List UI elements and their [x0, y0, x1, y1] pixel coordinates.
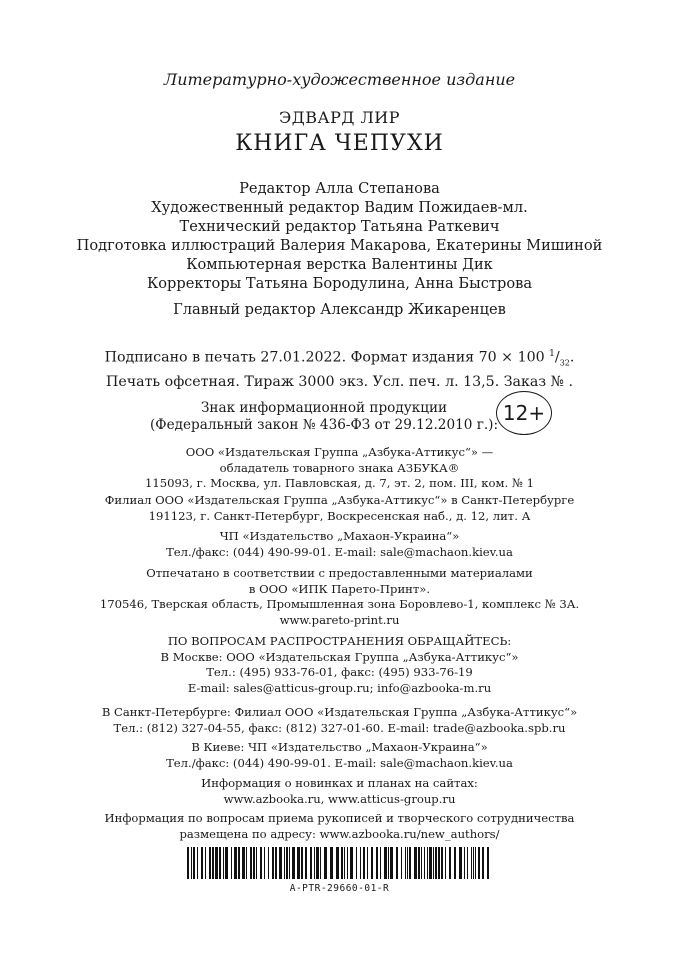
book-title: КНИГА ЧЕПУХИ — [235, 131, 444, 156]
printed-line: www.pareto-print.ru — [279, 612, 400, 627]
barcode-bar — [467, 847, 468, 879]
distribution-spb-block — [0, 705, 679, 736]
barcode-bar — [256, 847, 257, 879]
author-name: ЭДВАРД ЛИР — [278, 108, 401, 127]
distribution-line: Тел.: (812) 327-04-55, факс: (812) 327-01-60. E-mail: trade@azbooka.spb.ru — [113, 720, 566, 735]
barcode-bar — [205, 847, 206, 879]
credit-line: Компьютерная верстка Валентины Дик — [186, 256, 493, 273]
barcode-bar — [473, 847, 474, 879]
barcode-bar — [418, 847, 420, 879]
barcode-bar — [414, 847, 417, 879]
barcode-bar — [187, 847, 189, 879]
barcode-bar — [238, 847, 240, 879]
manuscripts-line: Информация по вопросам приема рукописей и творческого сотрудничества — [104, 811, 575, 825]
print-info-line2: Печать офсетная. Тираж 3000 экз. Усл. печ. л. 13,5. Заказ № . — [105, 373, 574, 390]
barcode-bar — [301, 847, 303, 879]
barcode-bar — [363, 847, 365, 879]
barcode-bar — [260, 847, 262, 879]
barcode-bar — [272, 847, 274, 879]
sign-line2: (Федеральный закон № 436-ФЗ от 29.12.2010 г.): — [150, 417, 499, 433]
barcode-bar — [438, 847, 440, 879]
distribution-line: Тел.: (495) 933-76-01, факс: (495) 933-76-19 — [206, 665, 473, 679]
barcode-bar — [464, 847, 465, 879]
websites-line: www.azbooka.ru, www.atticus-group.ru — [223, 791, 456, 806]
barcode-bar — [367, 847, 368, 879]
barcode-bar — [421, 847, 422, 879]
barcode-bar — [242, 847, 245, 879]
barcode-bar — [336, 847, 339, 879]
barcode-bar — [268, 847, 269, 879]
barcode-bar — [279, 847, 282, 879]
barcode-bar — [250, 847, 252, 879]
barcode-bar — [310, 847, 312, 879]
credit-line: Корректоры Татьяна Бородулина, Анна Быстрова — [146, 275, 533, 292]
ukraine-line: ЧП «Издательство „Махаон-Украина“» — [219, 529, 460, 543]
printed-block — [0, 566, 679, 628]
barcode-bar — [435, 847, 437, 879]
printed-line: 170546, Тверская область, Промышленная зона Боровлево-1, комплекс № 3А. — [99, 597, 580, 611]
fraction-denominator: 32 — [559, 358, 570, 368]
barcode-bar — [316, 847, 319, 879]
barcode-bar — [471, 847, 472, 879]
barcode-bar — [445, 847, 446, 879]
websites-block — [0, 776, 679, 807]
barcode-bar — [297, 847, 300, 879]
barcode-bar — [424, 847, 425, 879]
barcode-bar — [253, 847, 255, 879]
manuscripts-block — [0, 811, 679, 842]
barcode-bar — [292, 847, 295, 879]
barcode-bar — [212, 847, 214, 879]
distribution-moscow-block — [0, 634, 679, 696]
distribution-line: В Санкт-Петербурге: Филиал ООО «Издательская Группа „Азбука-Аттикус“» — [101, 705, 578, 719]
barcode-bar — [341, 847, 343, 879]
distribution-heading: ПО ВОПРОСАМ РАСПРОСТРАНЕНИЯ ОБРАЩАЙТЕСЬ: — [167, 634, 512, 648]
barcode-bar — [209, 847, 211, 879]
barcode-bar — [360, 847, 361, 879]
barcode-bar — [384, 847, 387, 879]
credit-line: Технический редактор Татьяна Раткевич — [179, 218, 500, 235]
barcode-bar — [324, 847, 327, 879]
barcode-bar — [264, 847, 265, 879]
publisher-line: 115093, г. Москва, ул. Павловская, д. 7, эт. 2, пом. III, ком. № 1 — [145, 476, 534, 490]
barcode-bar — [388, 847, 389, 879]
publisher-line: ООО «Издательская Группа „Азбука-Аттикус“» — — [185, 445, 494, 459]
barcode-bar — [454, 847, 456, 879]
barcode-bar — [380, 847, 381, 879]
barcode-bar — [314, 847, 315, 879]
ukraine-line: Тел./факс: (044) 490-99-01. E-mail: sale@machaon.kiev.ua — [166, 544, 513, 559]
barcode-bar — [234, 847, 237, 879]
barcode-bar — [305, 847, 307, 879]
barcode-bar — [482, 847, 484, 879]
barcode-bar — [193, 847, 195, 879]
barcode-bar — [475, 847, 476, 879]
chief-editor: Главный редактор Александр Жикаренцев — [173, 301, 506, 318]
barcode-number: A-PTR-29660-01-R — [289, 883, 390, 894]
barcode-bar — [356, 847, 357, 879]
credit-line: Подготовка иллюстраций Валерия Макарова, Екатерины Мишиной — [76, 237, 603, 254]
barcode-bar — [225, 847, 228, 879]
barcode-bar — [330, 847, 333, 879]
barcode-bar — [223, 847, 224, 879]
age-rating-badge: 12+ — [496, 391, 552, 435]
barcode-bar — [231, 847, 232, 879]
publisher-block — [0, 445, 679, 492]
barcode-bar — [320, 847, 321, 879]
distribution-line: Тел./факс: (044) 490-99-01. E-mail: sale@machaon.kiev.ua — [166, 755, 513, 770]
sign-line1: Знак информационной продукции — [200, 400, 448, 416]
distribution-line: В Москве: ООО «Издательская Группа „Азбука-Аттикус“» — [160, 649, 519, 664]
manuscripts-line: размещена по адресу: www.azbooka.ru/new_authors/ — [179, 826, 500, 841]
ukraine-block — [0, 529, 679, 560]
barcode-bar — [191, 847, 192, 879]
barcode-bar — [433, 847, 434, 879]
genre-line: Литературно-художественное издание — [163, 70, 516, 89]
barcode-bar — [390, 847, 393, 879]
barcode-bar — [219, 847, 221, 879]
barcode-bar — [246, 847, 247, 879]
barcode-bar — [284, 847, 285, 879]
barcode-bar — [407, 847, 408, 879]
barcode-bar — [371, 847, 373, 879]
barcode — [187, 847, 493, 879]
printed-line: в ООО «ИПК Парето-Принт». — [248, 581, 431, 596]
print-info-line1: Подписано в печать 27.01.2022. Формат издания 70 × 100 $^1/_{32}$. — [104, 349, 575, 368]
distribution-line: В Киеве: ЧП «Издательство „Махаон-Украина“» — [191, 740, 488, 754]
distribution-line: E-mail: sales@atticus-group.ru; info@azbooka-m.ru — [187, 680, 492, 695]
credit-line: Художественный редактор Вадим Пожидаев-мл. — [151, 199, 528, 216]
branch-spb-block — [0, 493, 679, 524]
barcode-bar — [289, 847, 290, 879]
barcode-bar — [197, 847, 198, 879]
publisher-line: обладатель товарного знака АЗБУКА® — [219, 460, 460, 475]
credit-line: Редактор Алла Степанова — [239, 180, 440, 197]
barcode-bar — [441, 847, 443, 879]
distribution-kiev-block — [0, 740, 679, 771]
barcode-bar — [396, 847, 398, 879]
fraction-numerator: 1 — [549, 349, 555, 359]
barcode-bar — [350, 847, 353, 879]
barcode-bar — [347, 847, 348, 879]
branch-line: Филиал ООО «Издательская Группа „Азбука-Аттикус“» в Санкт-Петербурге — [104, 493, 575, 507]
barcode-bar — [376, 847, 378, 879]
barcode-bar — [344, 847, 345, 879]
barcode-bar — [275, 847, 277, 879]
print-info — [0, 345, 679, 391]
barcode-bar — [215, 847, 218, 879]
barcode-bar — [405, 847, 406, 879]
printed-line: Отпечатано в соответствии с предоставленными материалами — [146, 566, 533, 580]
barcode-bar — [201, 847, 203, 879]
websites-line: Информация о новинках и планах на сайтах: — [201, 776, 478, 790]
info-product-sign — [150, 400, 498, 434]
print-format: Подписано в печать 27.01.2022. Формат издания 70 × 100 — [104, 349, 550, 366]
barcode-bar — [401, 847, 402, 879]
barcode-bar — [478, 847, 480, 879]
credits-block — [0, 179, 679, 293]
branch-line: 191123, г. Санкт-Петербург, Воскресенская наб., д. 12, лит. А — [148, 508, 531, 523]
barcode-bar — [487, 847, 489, 879]
barcode-bar — [286, 847, 288, 879]
barcode-bar — [459, 847, 462, 879]
barcode-bar — [429, 847, 432, 879]
barcode-bar — [409, 847, 411, 879]
barcode-bar — [427, 847, 428, 879]
barcode-bar — [449, 847, 451, 879]
